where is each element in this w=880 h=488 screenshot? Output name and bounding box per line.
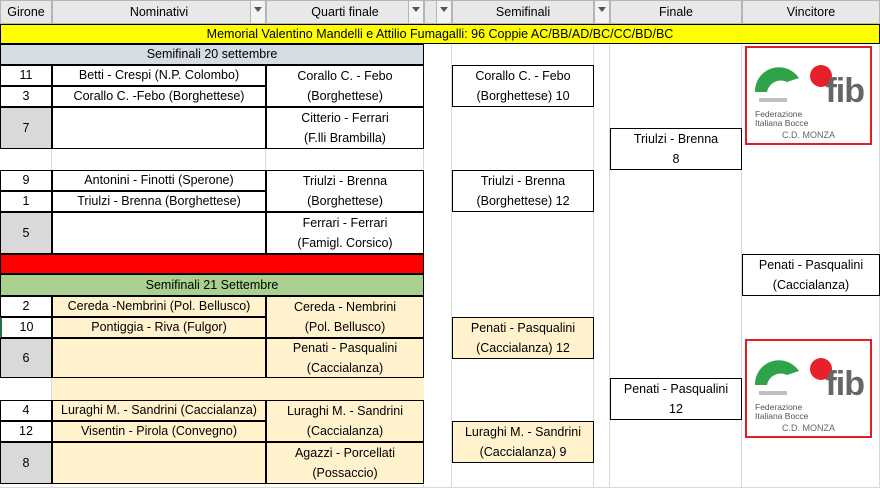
filter-button[interactable] — [594, 1, 609, 23]
girone-cell[interactable] — [0, 296, 52, 317]
cream-gap-row[interactable] — [52, 378, 424, 400]
pair-name: Antonini - Finotti (Sperone) — [84, 173, 234, 187]
girone-number: 9 — [22, 173, 30, 187]
girone-cell[interactable] — [0, 191, 52, 212]
header-girone[interactable] — [0, 0, 52, 24]
chevron-down-icon — [254, 7, 262, 12]
nominativi-cell[interactable] — [52, 338, 266, 378]
pair-name: Corallo C. - Febo — [297, 69, 393, 83]
club-score: (Borghettese) 12 — [476, 194, 570, 208]
filter-button[interactable] — [408, 1, 423, 23]
club-name: (Famigl. Corsico) — [297, 236, 393, 250]
fib-wordmark: fib — [825, 72, 864, 110]
section-header-21-settembre[interactable] — [0, 274, 424, 296]
quarti-cell[interactable] — [266, 170, 424, 212]
quarti-cell[interactable] — [266, 65, 424, 107]
logo-line: Italiana Bocce — [755, 411, 809, 421]
girone-number: 10 — [19, 320, 34, 334]
chevron-down-icon — [598, 7, 606, 12]
club-name: (Possaccio) — [312, 466, 378, 480]
girone-cell[interactable] — [0, 65, 52, 86]
header-quarti[interactable] — [266, 0, 424, 24]
club-score: (Caccialanza) 9 — [479, 445, 567, 459]
club-score: (Borghettese) 10 — [476, 89, 570, 103]
vincitore-cell[interactable] — [742, 254, 880, 296]
nominativi-cell[interactable] — [52, 442, 266, 484]
girone-number: 1 — [22, 194, 30, 208]
pair-name: Luraghi M. - Sandrini — [464, 425, 582, 439]
header-gap[interactable] — [594, 0, 610, 24]
score: 8 — [672, 152, 680, 166]
club-name: (Borghettese) — [307, 89, 383, 103]
nominativi-cell[interactable] — [52, 317, 266, 338]
banner-text: Memorial Valentino Mandelli e Attilio Fumagalli: 96 Coppie AC/BB/AD/BC/CC/BD/BC — [206, 27, 674, 41]
header-label: Vincitore — [786, 4, 836, 19]
nominativi-cell[interactable] — [52, 212, 266, 254]
filter-button[interactable] — [436, 1, 451, 23]
pair-name: Cereda - Nembrini — [293, 300, 397, 314]
club-name: (Borghettese) — [307, 194, 383, 208]
fib-wordmark: fib — [825, 365, 864, 403]
pair-name: Luraghi M. - Sandrini — [286, 404, 404, 418]
grid-cell[interactable] — [594, 24, 610, 488]
semifinale-cell[interactable] — [452, 65, 594, 107]
pair-name: Penati - Pasqualini — [758, 258, 864, 272]
semifinale-cell[interactable] — [452, 421, 594, 463]
pair-name: Ferrari - Ferrari — [302, 216, 388, 230]
logo-line: Federazione — [755, 109, 803, 119]
separator-bar[interactable] — [0, 254, 424, 274]
semifinale-cell[interactable] — [452, 170, 594, 212]
pair-name: Corallo C. - Febo — [475, 69, 571, 83]
pair-name: Cereda -Nembrini (Pol. Bellusco) — [67, 299, 251, 313]
nominativi-cell[interactable] — [52, 296, 266, 317]
girone-cell[interactable] — [0, 400, 52, 421]
quarti-cell[interactable] — [266, 338, 424, 378]
header-vincitore[interactable] — [742, 0, 880, 24]
section-title: Semifinali 21 Settembre — [145, 277, 279, 292]
pair-name: Triulzi - Brenna — [302, 174, 388, 188]
girone-number: 7 — [22, 120, 30, 135]
girone-cell[interactable] — [0, 338, 52, 378]
pair-name: Corallo C. -Febo (Borghettese) — [73, 89, 245, 103]
section-title: Semifinali 20 settembre — [146, 47, 278, 61]
girone-cell[interactable] — [0, 170, 52, 191]
header-nominativi[interactable] — [52, 0, 266, 24]
quarti-cell[interactable] — [266, 107, 424, 149]
club-name: (Caccialanza) — [306, 424, 384, 438]
quarti-cell[interactable] — [266, 296, 424, 338]
girone-cell[interactable] — [0, 86, 52, 107]
section-header-20-settembre[interactable] — [0, 44, 424, 65]
header-gap[interactable] — [424, 0, 452, 24]
club-score: (Caccialanza) 12 — [476, 341, 570, 355]
header-label: Girone — [7, 4, 45, 19]
pair-name: Triulzi - Brenna (Borghettese) — [77, 194, 241, 208]
logo-line: Federazione — [755, 402, 803, 412]
girone-cell[interactable] — [0, 442, 52, 484]
nominativi-cell[interactable] — [52, 170, 266, 191]
girone-cell[interactable] — [0, 421, 52, 442]
filter-button[interactable] — [250, 1, 265, 23]
girone-cell[interactable] — [0, 317, 52, 338]
nominativi-cell[interactable] — [52, 65, 266, 86]
club-name: (F.lli Brambilla) — [304, 131, 386, 145]
finale-cell[interactable] — [610, 378, 742, 420]
pair-name: Agazzi - Porcellati — [294, 446, 396, 460]
logo-line: Italiana Bocce — [755, 118, 809, 128]
quarti-cell[interactable] — [266, 400, 424, 442]
finale-cell[interactable] — [610, 128, 742, 170]
pair-name: Luraghi M. - Sandrini (Caccialanza) — [61, 403, 257, 417]
pair-name: Penati - Pasqualini — [292, 341, 398, 355]
header-label: Quarti finale — [311, 4, 379, 19]
club-label: C.D. MONZA — [782, 423, 835, 433]
quarti-cell[interactable] — [266, 212, 424, 254]
club-name: (Caccialanza) — [306, 361, 384, 375]
chevron-down-icon — [412, 7, 420, 12]
girone-number: 2 — [22, 299, 30, 313]
girone-number: 6 — [22, 350, 30, 365]
pair-name: Pontiggia - Riva (Fulgor) — [91, 320, 227, 334]
header-label: Finale — [658, 4, 694, 19]
pair-name: Triulzi - Brenna — [633, 132, 719, 146]
girone-number: 3 — [22, 89, 30, 103]
pair-name: Penati - Pasqualini — [623, 382, 729, 396]
girone-cell[interactable] — [0, 107, 52, 149]
header-finale[interactable] — [610, 0, 742, 24]
girone-number: 8 — [22, 455, 30, 470]
quarti-cell[interactable] — [266, 442, 424, 484]
federazione-text — [755, 110, 808, 128]
pair-name: Betti - Crespi (N.P. Colombo) — [78, 68, 240, 82]
pair-name: Citterio - Ferrari — [301, 111, 389, 125]
club-name: (Pol. Bellusco) — [304, 320, 386, 334]
girone-number: 12 — [19, 424, 33, 438]
pair-name: Penati - Pasqualini — [470, 321, 576, 335]
fib-logo — [745, 46, 872, 145]
girone-number: 11 — [19, 68, 33, 82]
grid-cell[interactable] — [424, 24, 452, 488]
pair-name: Visentin - Pirola (Convegno) — [80, 424, 238, 438]
nominativi-cell[interactable] — [52, 421, 266, 442]
semifinale-cell[interactable] — [452, 317, 594, 359]
score: 12 — [669, 402, 683, 416]
girone-cell[interactable] — [0, 212, 52, 254]
nominativi-cell[interactable] — [52, 191, 266, 212]
chevron-down-icon — [440, 7, 448, 12]
club-name: (Caccialanza) — [772, 278, 850, 292]
girone-number: 5 — [22, 225, 30, 240]
nominativi-cell[interactable] — [52, 107, 266, 149]
nominativi-cell[interactable] — [52, 400, 266, 421]
header-label: Semifinali — [495, 4, 551, 19]
fib-logo — [745, 339, 872, 438]
nominativi-cell[interactable] — [52, 86, 266, 107]
club-label: C.D. MONZA — [782, 130, 835, 140]
header-semifinali[interactable] — [452, 0, 594, 24]
header-label: Nominativi — [129, 4, 189, 19]
title-banner[interactable] — [0, 24, 880, 44]
girone-number: 4 — [22, 403, 30, 417]
federazione-text — [755, 403, 808, 421]
pair-name: Triulzi - Brenna — [480, 174, 566, 188]
